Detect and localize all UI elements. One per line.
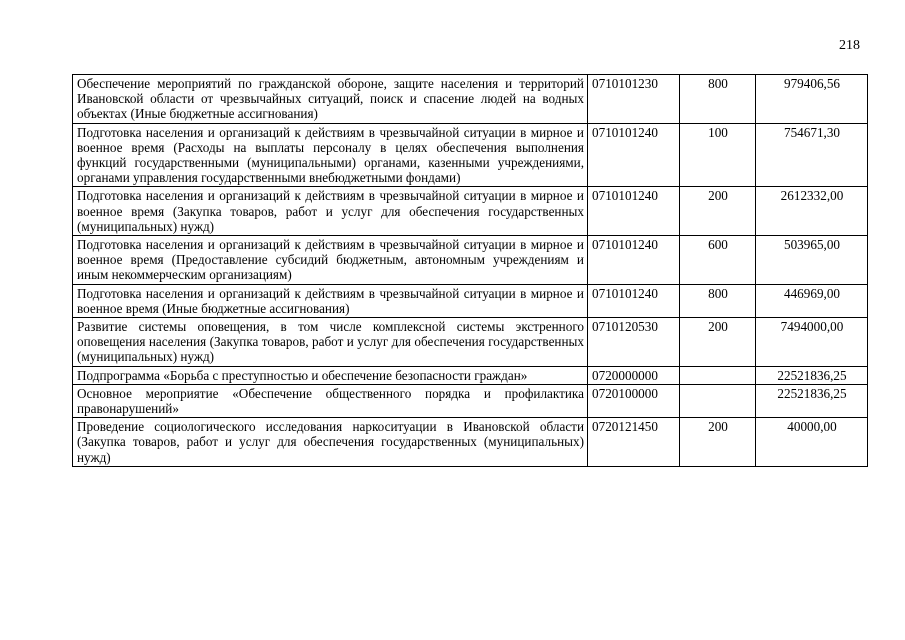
amount-cell: 754671,30 [756,123,868,187]
expense-name-cell: Подпрограмма «Борьба с преступностью и обеспечение безопасности граждан» [73,366,588,384]
expense-type-cell: 600 [680,236,756,285]
expense-type-cell: 100 [680,123,756,187]
expense-name-cell: Основное мероприятие «Обеспечение общественного порядка и профилактика правонарушений» [73,384,588,417]
target-code-cell: 0710120530 [588,318,680,367]
amount-cell: 40000,00 [756,418,868,467]
target-code-cell: 0710101240 [588,123,680,187]
table-row [73,75,868,124]
target-code-cell: 0720000000 [588,366,680,384]
table-row [73,366,868,384]
expense-name-cell: Проведение социологического исследования наркоситуации в Ивановской области (Закупка товаров, работ и услуг для обеспечения государственных (муниципальных) нужд) [73,418,588,467]
expense-type-cell: 800 [680,75,756,124]
amount-cell: 2612332,00 [756,187,868,236]
table-row [73,284,868,317]
target-code-cell: 0710101240 [588,187,680,236]
expense-name-cell: Подготовка населения и организаций к действиям в чрезвычайной ситуации в мирное и военное время (Иные бюджетные ассигнования) [73,284,588,317]
amount-cell: 503965,00 [756,236,868,285]
table-row [73,187,868,236]
expense-name-cell: Подготовка населения и организаций к действиям в чрезвычайной ситуации в мирное и военное время (Предоставление субсидий бюджетным, автономным учреждениям и иным некоммерческим организациям) [73,236,588,285]
expense-name-cell: Подготовка населения и организаций к действиям в чрезвычайной ситуации в мирное и военное время (Закупка товаров, работ и услуг для обеспечения государственных (муниципальных) нужд) [73,187,588,236]
page-number: 218 [839,38,860,53]
expense-type-cell: 200 [680,187,756,236]
table-row [73,384,868,417]
expense-type-cell [680,384,756,417]
amount-cell: 979406,56 [756,75,868,124]
amount-cell: 22521836,25 [756,366,868,384]
amount-cell: 7494000,00 [756,318,868,367]
table-row [73,236,868,285]
target-code-cell: 0720121450 [588,418,680,467]
expense-name-cell: Обеспечение мероприятий по гражданской обороне, защите населения и территорий Ивановской области от чрезвычайных ситуаций, поиск и спасение людей на водных объектах (Иные бюджетные ассигнования) [73,75,588,124]
expense-type-cell: 200 [680,418,756,467]
amount-cell: 22521836,25 [756,384,868,417]
amount-cell: 446969,00 [756,284,868,317]
target-code-cell: 0710101230 [588,75,680,124]
expense-type-cell: 200 [680,318,756,367]
table-row [73,318,868,367]
target-code-cell: 0710101240 [588,236,680,285]
expense-type-cell: 800 [680,284,756,317]
table-row [73,123,868,187]
budget-table [72,74,868,467]
target-code-cell: 0720100000 [588,384,680,417]
expense-name-cell: Подготовка населения и организаций к действиям в чрезвычайной ситуации в мирное и военное время (Расходы на выплаты персоналу в целях обеспечения выполнения функций государственными (муниципальными) органами, казенными учреждениями, органами управления государственными внебюджетными фондами) [73,123,588,187]
target-code-cell: 0710101240 [588,284,680,317]
expense-type-cell [680,366,756,384]
expense-name-cell: Развитие системы оповещения, в том числе комплексной системы экстренного оповещения населения (Закупка товаров, работ и услуг для обеспечения государственных (муниципальных) нужд) [73,318,588,367]
table-row [73,418,868,467]
